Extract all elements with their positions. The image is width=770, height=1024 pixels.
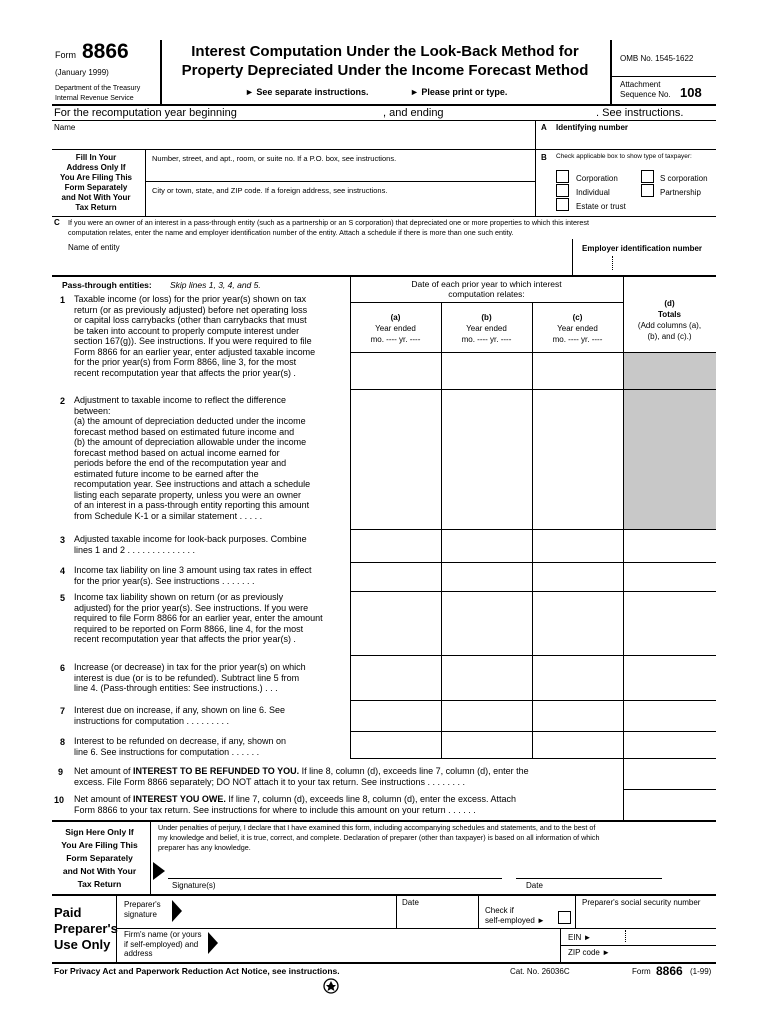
- corporation-checkbox[interactable]: [556, 170, 569, 183]
- firm-ein-label: EIN ►: [568, 933, 592, 942]
- street-address-input[interactable]: [152, 166, 527, 178]
- s-corporation-checkbox[interactable]: [641, 170, 654, 183]
- partnership-checkbox[interactable]: [641, 184, 654, 197]
- date-columns-header: Date of each prior year to which interest computation relates:: [411, 279, 562, 299]
- line-7-number: 7: [60, 706, 66, 716]
- sign-here-note: Sign Here Only If You Are Filing This Form Separately and Not With Your Tax Return: [61, 827, 138, 889]
- preparer-signature-input[interactable]: [188, 905, 388, 919]
- taxpayer-type-label: Check applicable box to show type of taxpayer:: [556, 153, 692, 160]
- perjury-declaration: Under penalties of perjury, I declare that I have examined this form, including accompanying schedules and statements, and to the best of my knowledge and belief, it is true, correct, and complete. Declaration of preparer (other than taxpayer) is based on all information of which preparer has any knowledge.: [158, 823, 600, 852]
- passthrough-label: Pass-through entities:: [62, 280, 152, 290]
- line-2-text: Adjustment to taxable income to reflect the difference between: (a) the amount of depreciation deducted under the income forecast method based on estimated future income and (b) the amount of depreciation allowable under the income forecast method based on actual income earned for periods before the end of the recomputation year and estimated future income to be earned after the recomputation year. See instructions and attach a schedule listing each separate property, unless you were an owner of an interest in a pass-through entity reporting this amount from Schedule K-1 or a similar statement . . . . .: [74, 395, 311, 521]
- form-word: Form: [55, 50, 76, 60]
- identifying-number-label: Identifying number: [556, 123, 628, 132]
- passthrough-skip-note: Skip lines 1, 3, 4, and 5.: [170, 280, 261, 290]
- preparer-signature-label: Preparer's signature: [124, 900, 161, 919]
- catalog-number: Cat. No. 26036C: [510, 967, 570, 976]
- omb-number: OMB No. 1545-1622: [620, 54, 694, 63]
- privacy-notice: For Privacy Act and Paperwork Reduction Act Notice, see instructions.: [54, 966, 340, 976]
- print-type-note: ► Please print or type.: [410, 87, 508, 97]
- column-b-header: (b) Year ended mo. ---- yr. ----: [461, 313, 512, 344]
- line-5-text: Income tax liability shown on return (or as previously adjusted) for the prior year(s). See instructions. If you were required to file Form 8866 for an earlier year, enter the amount required to be reported on Form 8866, line 4, for the most recent recomputation year that affects the prior year(s) .: [74, 592, 323, 644]
- self-employed-label: Check if self-employed ►: [485, 906, 545, 925]
- line-9-number: 9: [58, 767, 64, 777]
- preparer-ssn-input[interactable]: [582, 910, 712, 922]
- signature-label: Signature(s): [172, 881, 216, 890]
- identifying-number-letter: A: [541, 123, 547, 132]
- column-d-header: (d) Totals (Add columns (a), (b), and (c).): [637, 299, 702, 341]
- irs-label: Internal Revenue Service: [55, 95, 134, 102]
- footer-form-number: 8866: [656, 964, 683, 978]
- individual-label: Individual: [576, 188, 610, 197]
- preparer-ssn-label: Preparer's social security number: [582, 898, 701, 907]
- line-4-text: Income tax liability on line 3 amount using tax rates in effect for the prior year(s). See instructions . . . . . . .: [74, 565, 312, 586]
- sequence-label: Sequence No.: [620, 90, 671, 99]
- dept-label: Department of the Treasury: [55, 85, 141, 92]
- taxpayer-signature-input[interactable]: [172, 862, 502, 876]
- line-9-text: Net amount of INTEREST TO BE REFUNDED TO YOU. If line 8, column (d), exceeds line 7, column (d), enter the excess. File Form 8866 separately; DO NOT attach it to your tax return. See instructions . . . . . . . .: [74, 766, 529, 787]
- entity-ein-input[interactable]: [582, 256, 712, 268]
- line-10-number: 10: [54, 795, 65, 805]
- sign-arrow-icon: [153, 862, 165, 880]
- form-title-line2: Property Depreciated Under the Income Forecast Method: [181, 62, 589, 79]
- firm-arrow-icon: [208, 932, 218, 954]
- column-d-shaded-lines-1-2: [624, 353, 716, 529]
- signature-date-label: Date: [526, 881, 543, 890]
- footer-revision: (1-99): [690, 967, 712, 976]
- line-4-number: 4: [60, 566, 66, 576]
- entity-name-input[interactable]: [70, 256, 565, 268]
- firm-zip-label: ZIP code ►: [568, 948, 611, 957]
- line-7-text: Interest due on increase, if any, shown on line 6. See instructions for computation . . . . . . . . .: [74, 705, 285, 726]
- footer-form-word: Form: [632, 967, 651, 976]
- address-filing-note: Fill In Your Address Only If You Are Filing This Form Separately and Not With Your Tax Return: [60, 153, 132, 212]
- self-employed-checkbox[interactable]: [558, 911, 571, 924]
- column-a-header: (a) Year ended mo. ---- yr. ----: [370, 313, 421, 344]
- line-3-number: 3: [60, 535, 66, 545]
- estate-or-trust-label: Estate or trust: [576, 202, 626, 211]
- taxpayer-type-letter: B: [541, 153, 547, 162]
- line-10-text: Net amount of INTEREST YOU OWE. If line 7, column (d), exceeds line 8, column (d), enter the excess. Attach Form 8866 to your tax return. See instructions for where to include this amount on your return . . . . . .: [74, 794, 517, 815]
- name-input[interactable]: [80, 130, 530, 144]
- individual-checkbox[interactable]: [556, 184, 569, 197]
- section-c-text-line1: If you were an owner of an interest in a pass-through entity (such as a partnership or an S corporation) that depreciated one or more properties to which this interest: [68, 218, 589, 227]
- estate-or-trust-checkbox[interactable]: [556, 198, 569, 211]
- line-6-number: 6: [60, 663, 66, 673]
- line-8-text: Interest to be refunded on decrease, if any, shown on line 6. See instructions for computation . . . . . .: [74, 736, 286, 757]
- preparer-sign-arrow-icon: [172, 900, 182, 922]
- recomputation-year-beginning-label: For the recomputation year beginning: [54, 107, 237, 119]
- year-ending-input[interactable]: [450, 107, 590, 119]
- line-3-text: Adjusted taxable income for look-back purposes. Combine lines 1 and 2 . . . . . . . . . . . . . .: [74, 534, 307, 555]
- column-c-header: (c) Year ended mo. ---- yr. ----: [552, 313, 603, 344]
- preparer-date-input[interactable]: [402, 910, 472, 922]
- paid-preparer-title: Paid Preparer's Use Only: [54, 905, 118, 952]
- ein-label: Employer identification number: [582, 244, 703, 253]
- name-of-entity-label: Name of entity: [68, 243, 120, 252]
- see-instructions-note: ► See separate instructions.: [245, 87, 369, 97]
- sequence-number: 108: [680, 85, 702, 100]
- line-8-number: 8: [60, 737, 66, 747]
- form-number: 8866: [82, 40, 129, 63]
- section-c-text-line2: computation relates, enter the name and employer identification number of the entity. Attach a schedule if there is more than one such entity.: [68, 228, 514, 237]
- line-1-number: 1: [60, 295, 66, 305]
- partnership-label: Partnership: [660, 188, 701, 197]
- city-state-zip-input[interactable]: [152, 198, 527, 210]
- name-label: Name: [54, 123, 76, 132]
- taxpayer-date-input[interactable]: [520, 862, 660, 876]
- city-state-zip-label: City or town, state, and ZIP code. If a foreign address, see instructions.: [152, 186, 388, 195]
- line-1-text: Taxable income (or loss) for the prior year(s) shown on tax return (or as previously adjusted) before net operating loss or capital loss carrybacks (other than carrybacks that must be taken into account to properly compute interest under section 167(g)). See instructions. If you were required to file Form 8866 for an earlier year, enter adjusted taxable income for the prior year(s) from Form 8866, line 3, for the most recent recomputation year that affects the prior year(s) .: [74, 294, 316, 378]
- recycled-paper-icon: [323, 978, 339, 994]
- firm-zip-input[interactable]: [625, 947, 710, 959]
- attachment-label: Attachment: [620, 80, 661, 89]
- line-5-number: 5: [60, 593, 66, 603]
- year-ending-label: , and ending: [383, 107, 444, 119]
- year-beginning-input[interactable]: [240, 107, 380, 119]
- preparer-date-label: Date: [402, 898, 419, 907]
- form-revision: (January 1999): [55, 68, 109, 77]
- corporation-label: Corporation: [576, 174, 618, 183]
- street-address-label: Number, street, and apt., room, or suite no. If a P.O. box, see instructions.: [152, 154, 397, 163]
- s-corporation-label: S corporation: [660, 174, 708, 183]
- form-title-line1: Interest Computation Under the Look-Back Method for: [191, 43, 579, 60]
- firm-name-input[interactable]: [224, 932, 554, 944]
- firm-name-label: Firm's name (or yours if self-employed) and address: [124, 930, 202, 958]
- line-2-number: 2: [60, 396, 66, 406]
- line-6-text: Increase (or decrease) in tax for the prior year(s) on which interest is due (or is to be refunded). Subtract line 5 from line 4. (Pass-through entities: See instructions.) . . .: [74, 662, 306, 693]
- firm-ein-input[interactable]: [600, 932, 710, 944]
- section-c-letter: C: [54, 218, 60, 227]
- see-instructions-period: . See instructions.: [596, 107, 684, 119]
- identifying-number-input[interactable]: [545, 134, 710, 146]
